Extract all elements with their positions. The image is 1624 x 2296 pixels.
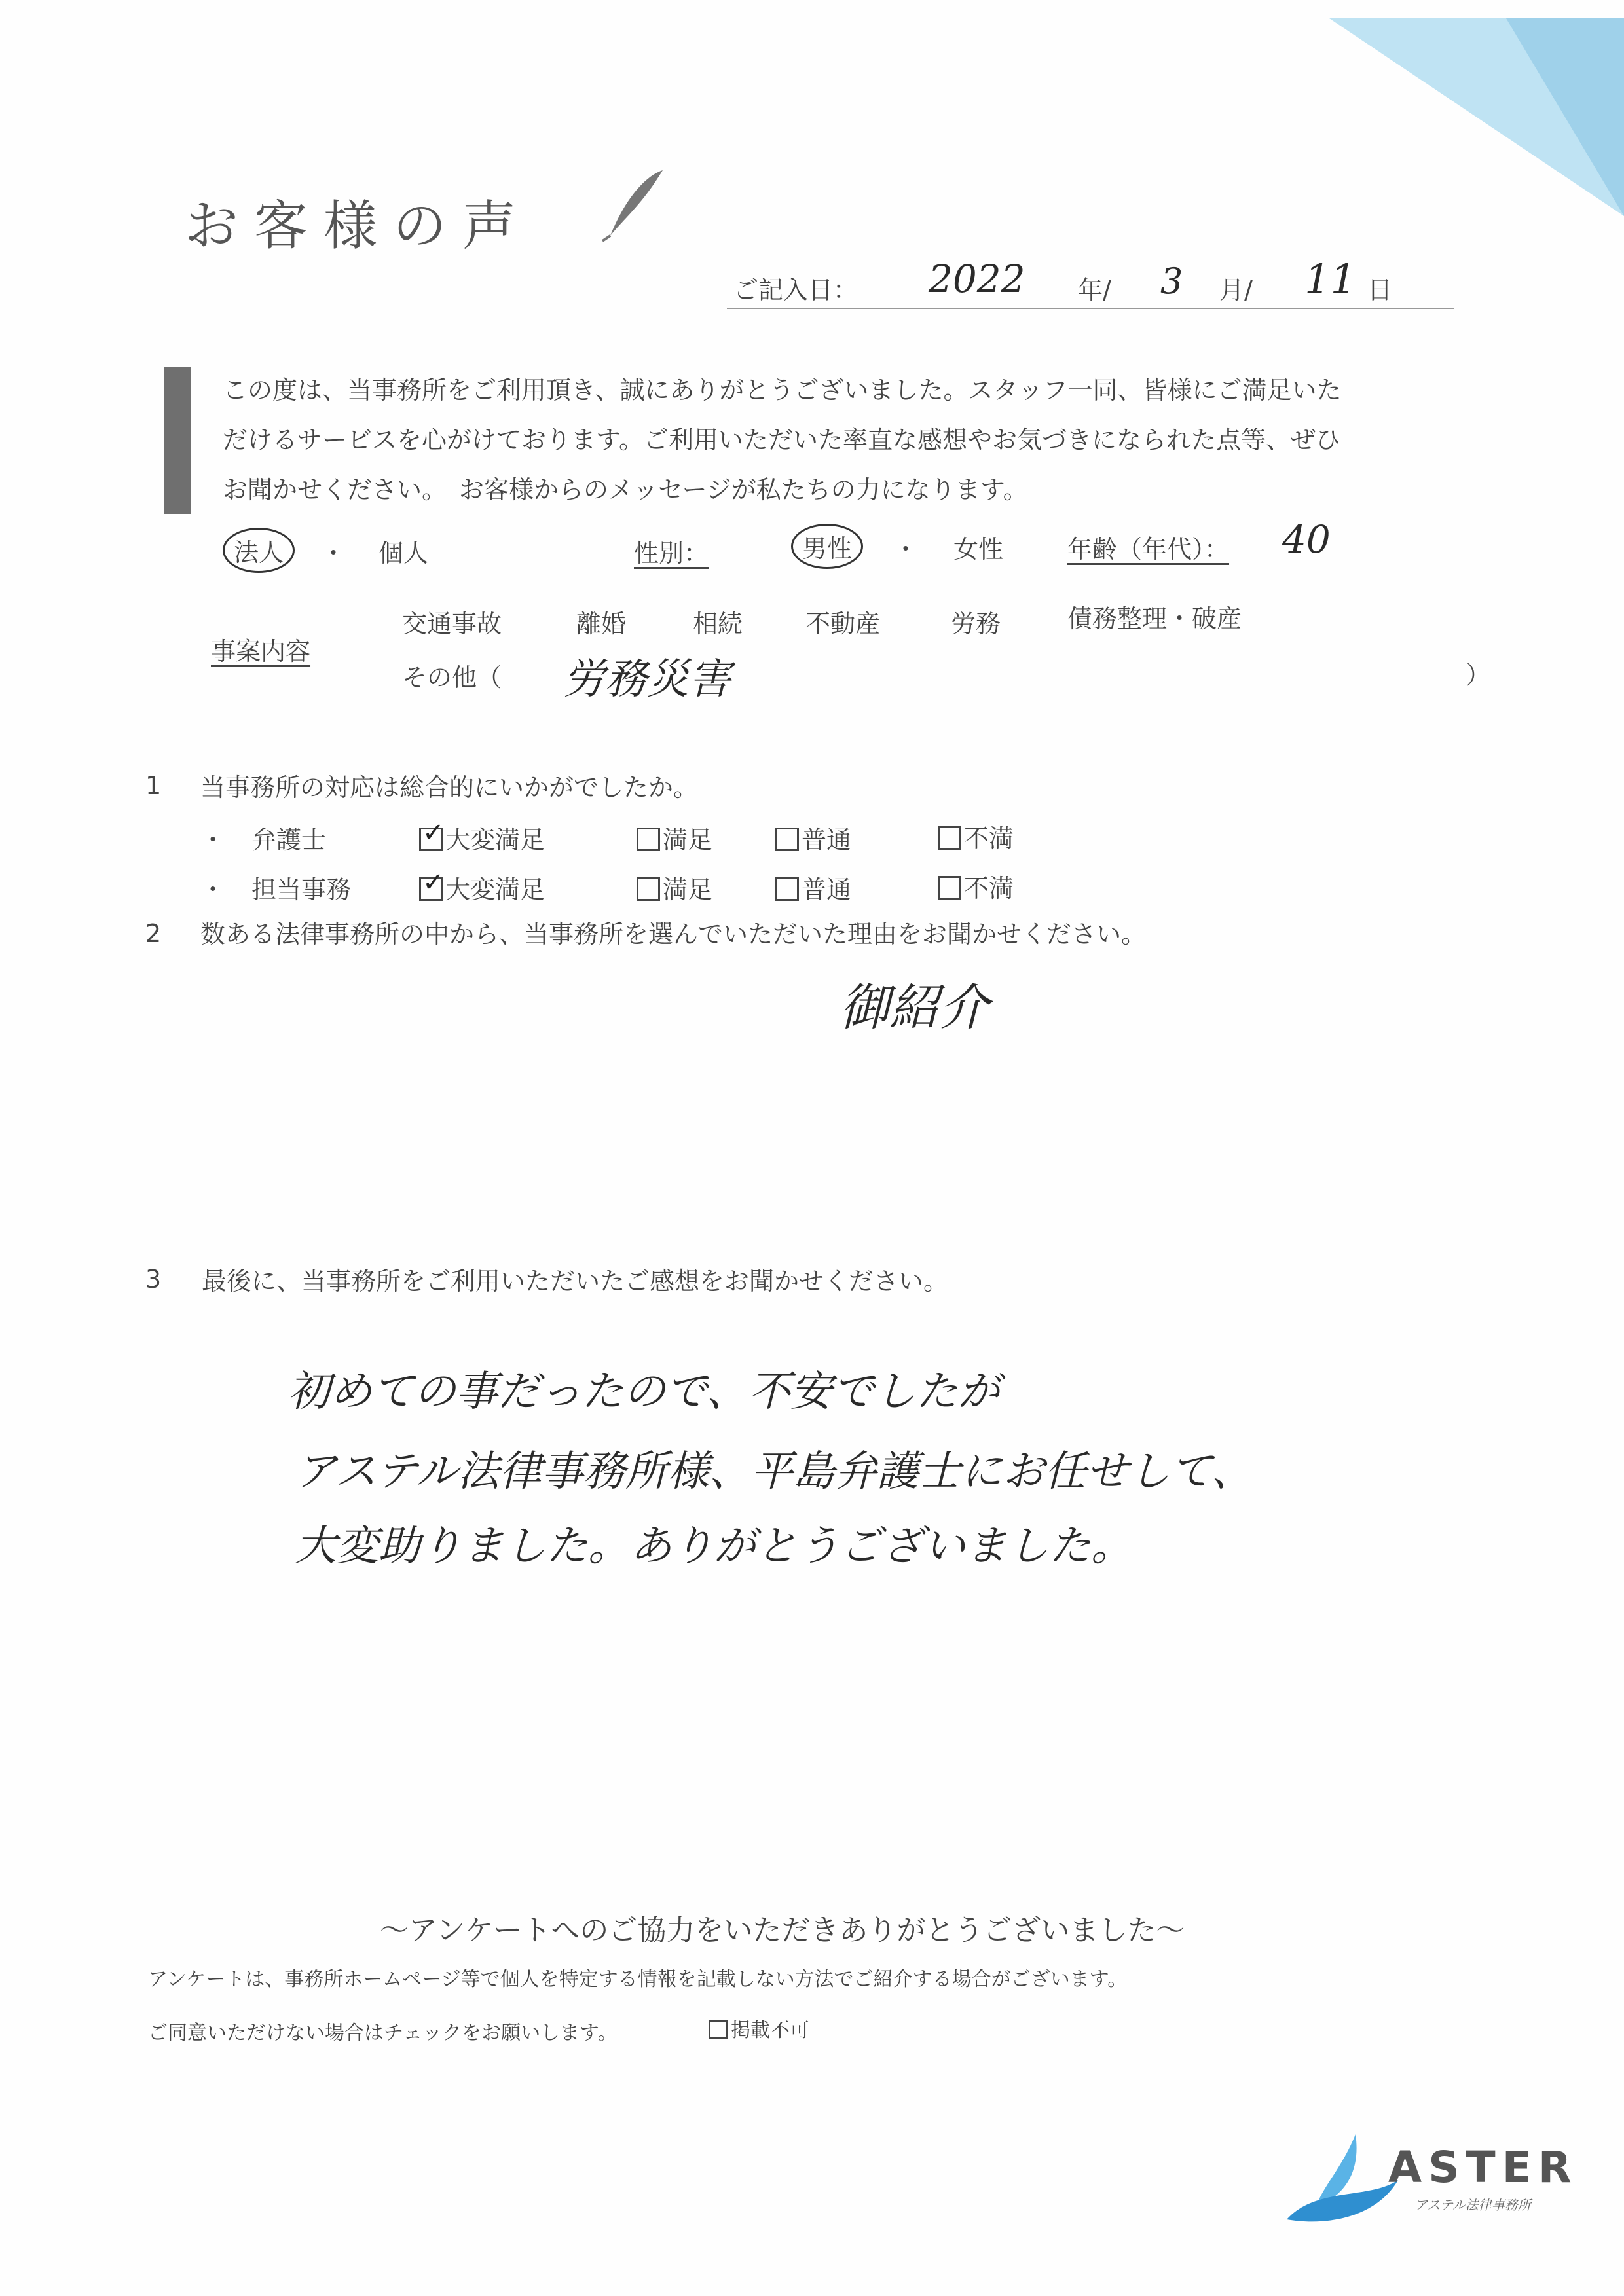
male-option[interactable]: 男性 <box>791 524 863 569</box>
date-day: 11 <box>1304 255 1356 303</box>
case-other-label: その他（ <box>402 663 502 692</box>
intro-line-2: だけるサービスを心がけております。ご利用いただいた率直な感想やお気づきになられた点等、ぜひ <box>223 426 1340 454</box>
staff-dissatisfied[interactable]: 不満 <box>938 868 1014 904</box>
no-publish-checkbox[interactable]: 掲載不可 <box>709 2014 809 2043</box>
q2-text: 数ある法律事務所の中から、当事務所を選んでいただいた理由をお聞かせください。 <box>200 920 1147 949</box>
female-option[interactable]: 女性 <box>953 535 1004 564</box>
date-label: ご記入日： <box>733 276 858 304</box>
staff-very-satisfied[interactable]: ✓ 大変満足 <box>419 869 545 905</box>
case-other-close: ） <box>1466 661 1491 689</box>
date-month: 3 <box>1160 261 1183 302</box>
logo-sub: アステル法律事務所 <box>1414 2197 1531 2213</box>
staff-satisfied[interactable]: 満足 <box>637 869 712 905</box>
footer-thanks: ～アンケートへのご協力をいただきありがとうございました～ <box>380 1914 1185 1947</box>
case-divorce[interactable]: 離婚 <box>576 610 627 638</box>
q3-answer-line-1[interactable]: 初めての事だったので、不安でしたが <box>288 1368 1000 1416</box>
q1-number: 1 <box>145 771 162 800</box>
q3-number: 3 <box>145 1265 162 1294</box>
lawyer-very-satisfied[interactable]: ✓ 大変満足 <box>419 820 545 856</box>
separator-dot: ・ <box>321 539 346 568</box>
intro-bar <box>164 367 191 514</box>
q1-lawyer-label: 弁護士 <box>251 826 327 854</box>
age-value: 40 <box>1282 517 1331 562</box>
date-month-unit: 月/ <box>1219 276 1253 304</box>
q3-answer-line-3[interactable]: 大変助りました。ありがとうございました。 <box>295 1522 1133 1571</box>
case-inheritance[interactable]: 相続 <box>693 610 743 638</box>
date-day-unit: 日 <box>1367 276 1393 304</box>
corp-option[interactable]: 法人 <box>223 528 295 573</box>
case-labor[interactable]: 労務 <box>951 610 1001 638</box>
date-year-unit: 年/ <box>1078 276 1111 304</box>
q1-staff-label: 担当事務 <box>251 875 352 904</box>
age-label: 年齢（年代）： <box>1067 535 1230 564</box>
q1-bullet: ・ <box>200 826 226 854</box>
footer-consent: ご同意いただけない場合はチェックをお願いします。 <box>148 2022 618 2045</box>
case-real-estate[interactable]: 不動産 <box>805 610 881 638</box>
staff-normal[interactable]: 普通 <box>775 869 851 905</box>
case-other-value[interactable]: 労務災害 <box>563 655 731 704</box>
lawyer-normal[interactable]: 普通 <box>775 820 851 856</box>
intro-line-3: お聞かせください。 お客様からのメッセージが私たちの力になります。 <box>223 475 1028 504</box>
q1-bullet: ・ <box>200 875 226 904</box>
footer-note: アンケートは、事務所ホームページ等で個人を特定する情報を記載しない方法でご紹介する場合がございます。 <box>148 1968 1128 1991</box>
q3-text: 最後に、当事務所をご利用いただいたご感想をお聞かせください。 <box>202 1267 949 1296</box>
q2-number: 2 <box>145 919 162 948</box>
date-underline <box>727 308 1454 309</box>
case-traffic[interactable]: 交通事故 <box>402 610 502 638</box>
q3-answer-line-2[interactable]: アステル法律事務所様、平島弁護士にお任せして、 <box>295 1448 1253 1496</box>
quill-icon <box>597 164 676 242</box>
page-title: お客様の声 <box>185 195 532 257</box>
gender-label: 性別： <box>634 539 709 568</box>
lawyer-dissatisfied[interactable]: 不満 <box>938 818 1014 854</box>
individual-option[interactable]: 個人 <box>378 539 429 568</box>
case-debt[interactable]: 債務整理・破産 <box>1067 604 1242 633</box>
lawyer-satisfied[interactable]: 満足 <box>637 820 712 856</box>
q1-text: 当事務所の対応は総合的にいかがでしたか。 <box>200 773 699 802</box>
logo-name: ASTER <box>1388 2142 1578 2193</box>
separator-dot: ・ <box>893 535 919 564</box>
intro-line-1: この度は、当事務所をご利用頂き、誠にありがとうございました。スタッフ一同、皆様にご満足いた <box>223 376 1342 405</box>
case-label: 事案内容 <box>211 637 311 666</box>
q2-answer[interactable]: 御紹介 <box>840 978 989 1036</box>
date-year: 2022 <box>929 257 1025 301</box>
